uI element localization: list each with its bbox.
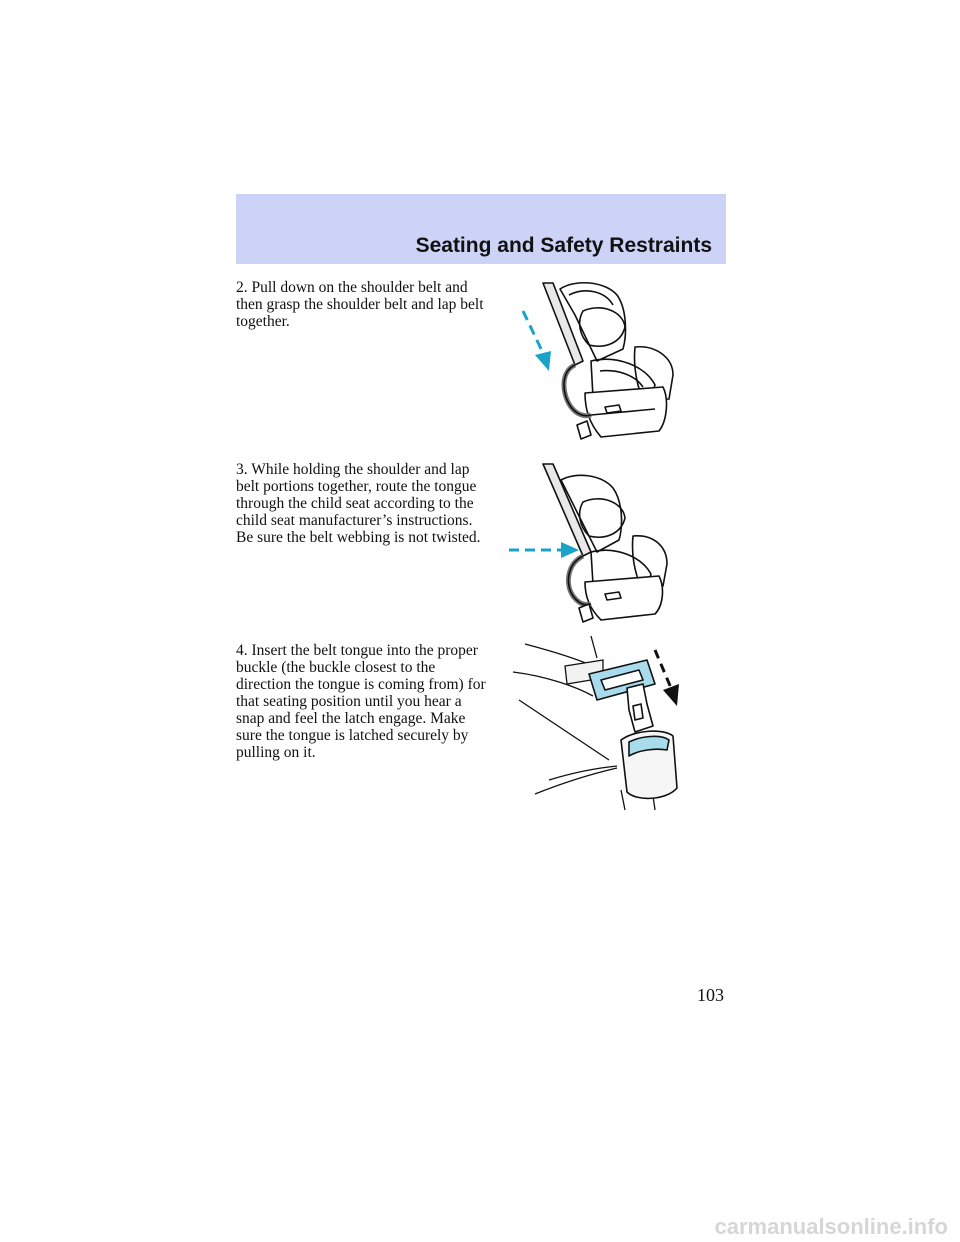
step-3-text: 3. While holding the shoulder and lap belt portions together, route the tongue through the child seat according to the child seat manufacturer’s instructions. Be sure the belt webbing is not twisted. [236, 461, 481, 546]
section-title: Seating and Safety Restraints [415, 234, 712, 257]
watermark: carmanualsonline.info [714, 1214, 948, 1239]
section-header-band [236, 194, 726, 264]
page-number: 103 [697, 985, 724, 1005]
step-2-text: 2. Pull down on the shoulder belt and then grasp the shoulder belt and lap belt together. [236, 279, 484, 330]
child-seat-pull-belt-illustration [505, 275, 695, 447]
step-4-text: 4. Insert the belt tongue into the proper buckle (the buckle closest to the direction the tongue is coming from) for that seating position until you hear a snap and feel the latch engage. Make sure the tongue is latched securely by pulling on it. [236, 642, 486, 761]
child-seat-route-belt-illustration [505, 460, 695, 625]
belt-buckle-insert-illustration [505, 632, 705, 812]
